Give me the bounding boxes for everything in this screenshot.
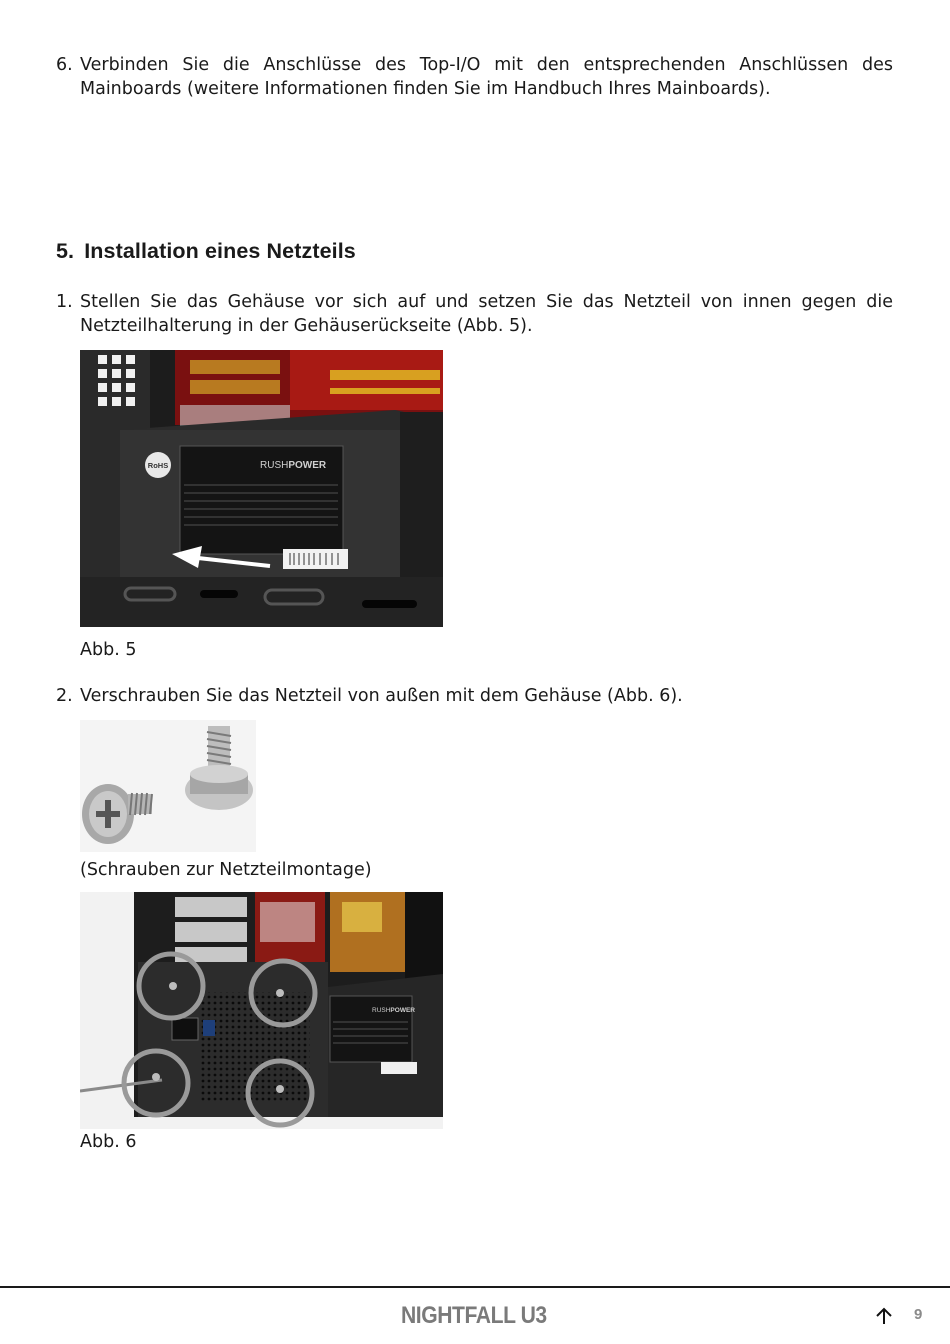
svg-text:RUSHPOWER (260, 460, 327, 471)
step-1 (56, 291, 893, 338)
step-2 (56, 685, 893, 709)
step-number: 2. (56, 686, 73, 706)
step-6 (56, 54, 893, 101)
step-number: 1. (56, 292, 73, 312)
svg-text:RUSHPOWER (372, 1007, 415, 1014)
step-text: Verbinden Sie die Anschlüsse des Top-I/O mit den entsprechenden Anschlüssen des Mainboards (weitere Informationen finden Sie im Handbuch Ihres Mainboards). (80, 55, 893, 99)
footer-divider (0, 1286, 950, 1288)
section-heading (56, 239, 356, 264)
section-title-text: Installation eines Netzteils (84, 239, 356, 263)
section-number: 5. (56, 239, 75, 263)
psu-brand-light: RUSH (372, 1007, 391, 1014)
rohs-badge: RoHS (147, 461, 169, 470)
figure-6-photo (80, 892, 443, 1129)
psu-brand-bold: POWER (288, 460, 327, 471)
step-text: Verschrauben Sie das Netzteil von außen mit dem Gehäuse (Abb. 6). (80, 686, 683, 706)
step-number: 6. (56, 55, 73, 75)
step-text: Stellen Sie das Gehäuse vor sich auf und setzen Sie das Netzteil von innen gegen die Netzteilhalterung in der Gehäuserückseite (Abb. 5). (80, 292, 893, 336)
psu-brand-light: RUSH (260, 460, 289, 471)
screws-caption: (Schrauben zur Netzteilmontage) (80, 860, 372, 880)
footer-brand-logo: NIGHTFALL U3 (401, 1302, 547, 1329)
screws-photo (80, 720, 256, 852)
psu-brand-bold: POWER (390, 1007, 415, 1014)
up-arrow-icon[interactable] (874, 1306, 894, 1326)
figure-6-caption: Abb. 6 (80, 1132, 137, 1152)
figure-5-photo (80, 350, 443, 627)
figure-5-caption: Abb. 5 (80, 640, 137, 660)
page-number: 9 (914, 1306, 923, 1323)
